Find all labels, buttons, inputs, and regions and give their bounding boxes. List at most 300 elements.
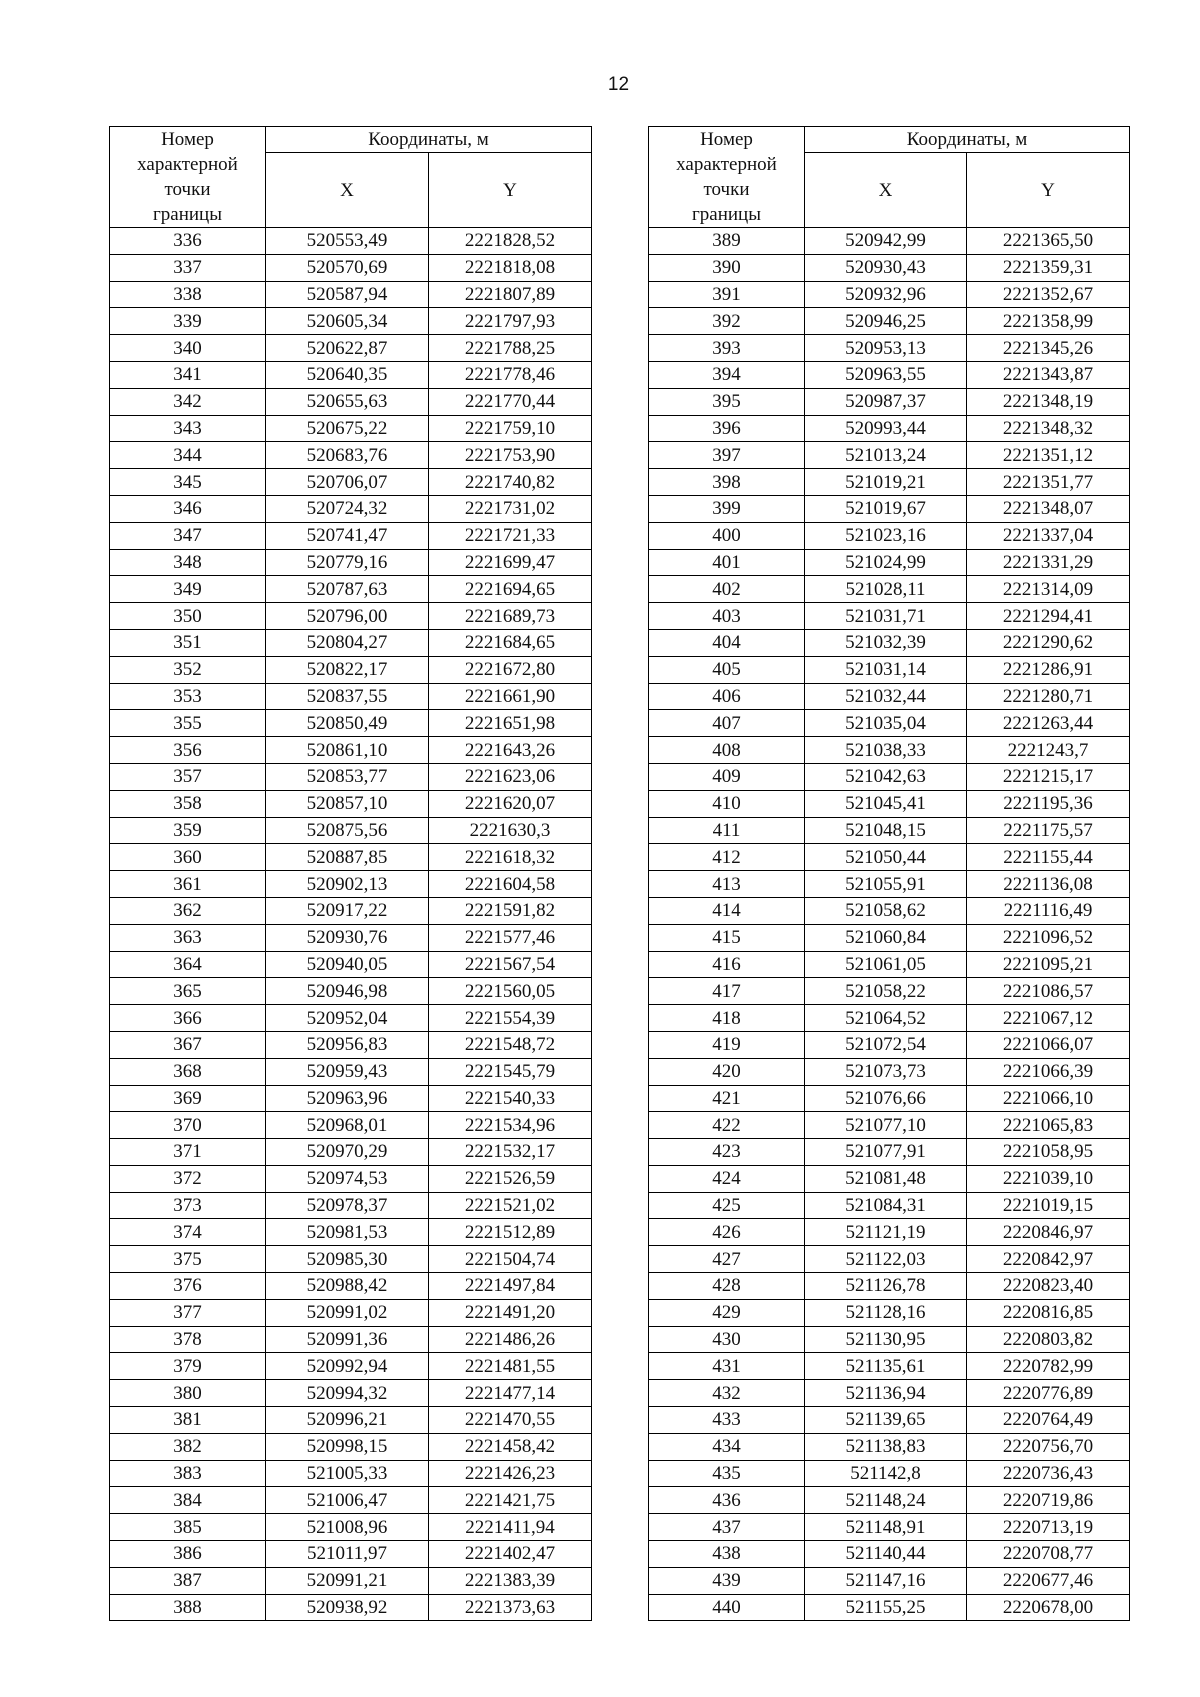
y-coordinate-cell: 2221348,32: [967, 415, 1130, 442]
table-row: [110, 1246, 592, 1273]
table-row: [649, 790, 1130, 817]
y-coordinate-cell: 2220708,77: [967, 1541, 1130, 1568]
x-coordinate-cell: 521130,95: [805, 1326, 967, 1353]
point-number-cell: 436: [649, 1487, 805, 1514]
x-coordinate-cell: 520963,55: [805, 361, 967, 388]
point-number-cell: 392: [649, 308, 805, 335]
y-coordinate-cell: 2221095,21: [967, 951, 1130, 978]
table-row: [649, 629, 1130, 656]
x-coordinate-cell: 521077,10: [805, 1112, 967, 1139]
point-number-cell: 351: [110, 629, 266, 656]
point-number-cell: 342: [110, 388, 266, 415]
point-number-cell: 395: [649, 388, 805, 415]
x-coordinate-cell: 521006,47: [266, 1487, 429, 1514]
y-coordinate-cell: 2221560,05: [429, 978, 592, 1005]
point-number-cell: 416: [649, 951, 805, 978]
table-row: [110, 1299, 592, 1326]
point-number-cell: 431: [649, 1353, 805, 1380]
point-number-cell: 338: [110, 281, 266, 308]
point-number-cell: 378: [110, 1326, 266, 1353]
point-number-cell: 407: [649, 710, 805, 737]
point-number-cell: 380: [110, 1380, 266, 1407]
table-row: [110, 1487, 592, 1514]
x-coordinate-cell: 520994,32: [266, 1380, 429, 1407]
x-coordinate-cell: 521126,78: [805, 1273, 967, 1300]
table-row: [110, 603, 592, 630]
point-number-header: [649, 127, 805, 228]
table-row: [110, 254, 592, 281]
y-coordinate-cell: 2221458,42: [429, 1433, 592, 1460]
point-number-cell: 366: [110, 1005, 266, 1032]
point-number-cell: 381: [110, 1407, 266, 1434]
table-row: [110, 1326, 592, 1353]
x-coordinate-cell: 520804,27: [266, 629, 429, 656]
point-number-cell: 402: [649, 576, 805, 603]
table-row: [649, 1139, 1130, 1166]
point-number-cell: 437: [649, 1514, 805, 1541]
table-row: [110, 871, 592, 898]
y-coordinate-cell: 2221351,12: [967, 442, 1130, 469]
point-number-cell: 348: [110, 549, 266, 576]
x-coordinate-cell: 521019,21: [805, 469, 967, 496]
table-row: [649, 1219, 1130, 1246]
y-coordinate-cell: 2221351,77: [967, 469, 1130, 496]
x-coordinate-cell: 520655,63: [266, 388, 429, 415]
x-coordinate-cell: 520787,63: [266, 576, 429, 603]
y-coordinate-cell: 2221577,46: [429, 924, 592, 951]
x-coordinate-cell: 520887,85: [266, 844, 429, 871]
table-row: [649, 1326, 1130, 1353]
x-coordinate-cell: 521005,33: [266, 1460, 429, 1487]
point-number-cell: 412: [649, 844, 805, 871]
y-coordinate-cell: 2221526,59: [429, 1165, 592, 1192]
x-coordinate-cell: 520553,49: [266, 228, 429, 255]
y-coordinate-cell: 2220719,86: [967, 1487, 1130, 1514]
point-number-cell: 400: [649, 522, 805, 549]
y-coordinate-cell: 2221554,39: [429, 1005, 592, 1032]
point-number-cell: 364: [110, 951, 266, 978]
table-row: [649, 1031, 1130, 1058]
table-row: [110, 710, 592, 737]
x-coordinate-cell: 520822,17: [266, 656, 429, 683]
y-coordinate-cell: 2221039,10: [967, 1165, 1130, 1192]
point-number-cell: 418: [649, 1005, 805, 1032]
y-coordinate-cell: 2221402,47: [429, 1541, 592, 1568]
x-coordinate-cell: 521121,19: [805, 1219, 967, 1246]
point-number-cell: 379: [110, 1353, 266, 1380]
point-number-cell: 422: [649, 1112, 805, 1139]
table-row: [649, 1192, 1130, 1219]
x-coordinate-cell: 520946,25: [805, 308, 967, 335]
x-coordinate-cell: 520996,21: [266, 1407, 429, 1434]
point-number-cell: 438: [649, 1541, 805, 1568]
table-row: [649, 469, 1130, 496]
table-row: [110, 549, 592, 576]
x-coordinate-cell: 520741,47: [266, 522, 429, 549]
table-row: [110, 978, 592, 1005]
y-coordinate-cell: 2221486,26: [429, 1326, 592, 1353]
point-number-cell: 365: [110, 978, 266, 1005]
table-row: [649, 737, 1130, 764]
table-row: [649, 495, 1130, 522]
point-number-cell: 370: [110, 1112, 266, 1139]
table-row: [649, 683, 1130, 710]
y-coordinate-cell: 2221373,63: [429, 1594, 592, 1621]
y-coordinate-cell: 2220846,97: [967, 1219, 1130, 1246]
point-number-cell: 344: [110, 442, 266, 469]
table-row: [110, 1058, 592, 1085]
x-coordinate-cell: 521081,48: [805, 1165, 967, 1192]
y-coordinate-cell: 2221337,04: [967, 522, 1130, 549]
table-row: [110, 522, 592, 549]
y-coordinate-cell: 2221672,80: [429, 656, 592, 683]
x-coordinate-cell: 521147,16: [805, 1567, 967, 1594]
point-number-cell: 389: [649, 228, 805, 255]
x-coordinate-cell: 520930,76: [266, 924, 429, 951]
point-number-cell: 345: [110, 469, 266, 496]
point-number-cell: 417: [649, 978, 805, 1005]
table-row: [110, 924, 592, 951]
point-label-line: Номер: [161, 129, 214, 150]
point-label-line: Номер: [700, 129, 753, 150]
table-row: [649, 1005, 1130, 1032]
x-coordinate-cell: 521140,44: [805, 1541, 967, 1568]
x-coordinate-cell: 520796,00: [266, 603, 429, 630]
table-row: [649, 1567, 1130, 1594]
x-coordinate-cell: 521008,96: [266, 1514, 429, 1541]
x-coordinate-cell: 521060,84: [805, 924, 967, 951]
y-coordinate-cell: 2221623,06: [429, 763, 592, 790]
x-coordinate-cell: 520622,87: [266, 335, 429, 362]
point-number-cell: 373: [110, 1192, 266, 1219]
table-row: [649, 656, 1130, 683]
y-coordinate-cell: 2220678,00: [967, 1594, 1130, 1621]
y-coordinate-cell: 2221491,20: [429, 1299, 592, 1326]
point-number-cell: 375: [110, 1246, 266, 1273]
y-coordinate-cell: 2221540,33: [429, 1085, 592, 1112]
y-coordinate-cell: 2221618,32: [429, 844, 592, 871]
x-coordinate-cell: 520930,43: [805, 254, 967, 281]
x-coordinate-cell: 521076,66: [805, 1085, 967, 1112]
y-coordinate-cell: 2221066,10: [967, 1085, 1130, 1112]
x-coordinate-cell: 520940,05: [266, 951, 429, 978]
y-coordinate-cell: 2220713,19: [967, 1514, 1130, 1541]
point-number-cell: 369: [110, 1085, 266, 1112]
x-coordinate-cell: 520981,53: [266, 1219, 429, 1246]
point-number-cell: 427: [649, 1246, 805, 1273]
y-coordinate-cell: 2220776,89: [967, 1380, 1130, 1407]
x-column-header: X: [805, 153, 967, 228]
table-row: [110, 228, 592, 255]
table-row: [110, 361, 592, 388]
table-row: [110, 790, 592, 817]
point-number-cell: 432: [649, 1380, 805, 1407]
y-coordinate-cell: 2221818,08: [429, 254, 592, 281]
x-coordinate-cell: 520857,10: [266, 790, 429, 817]
page-number: 12: [607, 74, 630, 95]
y-coordinate-cell: 2221731,02: [429, 495, 592, 522]
table-row: [110, 1594, 592, 1621]
y-coordinate-cell: 2221086,57: [967, 978, 1130, 1005]
x-coordinate-cell: 520991,36: [266, 1326, 429, 1353]
x-coordinate-cell: 520932,96: [805, 281, 967, 308]
point-number-cell: 426: [649, 1219, 805, 1246]
x-coordinate-cell: 521142,8: [805, 1460, 967, 1487]
x-coordinate-cell: 520978,37: [266, 1192, 429, 1219]
point-number-cell: 386: [110, 1541, 266, 1568]
table-row: [110, 951, 592, 978]
table-body: [649, 228, 1130, 1621]
x-coordinate-cell: 520902,13: [266, 871, 429, 898]
table-row: [649, 871, 1130, 898]
x-coordinate-cell: 520953,13: [805, 335, 967, 362]
table-row: [649, 335, 1130, 362]
point-number-cell: 356: [110, 737, 266, 764]
y-coordinate-cell: 2221280,71: [967, 683, 1130, 710]
y-coordinate-cell: 2220736,43: [967, 1460, 1130, 1487]
x-coordinate-cell: 520875,56: [266, 817, 429, 844]
point-number-cell: 397: [649, 442, 805, 469]
point-number-cell: 363: [110, 924, 266, 951]
point-number-cell: 377: [110, 1299, 266, 1326]
point-number-cell: 346: [110, 495, 266, 522]
y-coordinate-cell: 2221721,33: [429, 522, 592, 549]
point-number-cell: 372: [110, 1165, 266, 1192]
x-coordinate-cell: 521072,54: [805, 1031, 967, 1058]
x-coordinate-cell: 521058,62: [805, 897, 967, 924]
x-coordinate-cell: 521138,83: [805, 1433, 967, 1460]
x-coordinate-cell: 520956,83: [266, 1031, 429, 1058]
table-row: [649, 1433, 1130, 1460]
y-coordinate-cell: 2221065,83: [967, 1112, 1130, 1139]
point-number-cell: 425: [649, 1192, 805, 1219]
y-coordinate-cell: 2221532,17: [429, 1139, 592, 1166]
y-coordinate-cell: 2221788,25: [429, 335, 592, 362]
point-number-cell: 336: [110, 228, 266, 255]
table-row: [110, 576, 592, 603]
x-coordinate-cell: 521122,03: [805, 1246, 967, 1273]
table-row: [110, 656, 592, 683]
x-coordinate-cell: 521028,11: [805, 576, 967, 603]
y-coordinate-cell: 2221684,65: [429, 629, 592, 656]
point-number-cell: 362: [110, 897, 266, 924]
y-coordinate-cell: 2221066,07: [967, 1031, 1130, 1058]
x-coordinate-cell: 521148,24: [805, 1487, 967, 1514]
table-row: [110, 1407, 592, 1434]
x-coordinate-cell: 521045,41: [805, 790, 967, 817]
y-coordinate-cell: 2221643,26: [429, 737, 592, 764]
table-row: [110, 1219, 592, 1246]
x-coordinate-cell: 520861,10: [266, 737, 429, 764]
table-row: [649, 1514, 1130, 1541]
y-coordinate-cell: 2221019,15: [967, 1192, 1130, 1219]
table-row: [649, 1380, 1130, 1407]
point-number-cell: 404: [649, 629, 805, 656]
x-coordinate-cell: 520991,21: [266, 1567, 429, 1594]
y-coordinate-cell: 2220842,97: [967, 1246, 1130, 1273]
y-coordinate-cell: 2221740,82: [429, 469, 592, 496]
point-number-cell: 409: [649, 763, 805, 790]
x-coordinate-cell: 521148,91: [805, 1514, 967, 1541]
point-label-line: границы: [153, 204, 222, 225]
y-coordinate-cell: 2221314,09: [967, 576, 1130, 603]
table-row: [649, 388, 1130, 415]
table-row: [110, 1165, 592, 1192]
y-coordinate-cell: 2221155,44: [967, 844, 1130, 871]
point-number-cell: 440: [649, 1594, 805, 1621]
table-row: [649, 254, 1130, 281]
y-coordinate-cell: 2220756,70: [967, 1433, 1130, 1460]
y-coordinate-cell: 2221426,23: [429, 1460, 592, 1487]
table-row: [110, 1139, 592, 1166]
table-row: [649, 1353, 1130, 1380]
table-row: [649, 1273, 1130, 1300]
y-coordinate-cell: 2220816,85: [967, 1299, 1130, 1326]
point-number-cell: 340: [110, 335, 266, 362]
table-row: [649, 1407, 1130, 1434]
table-row: [110, 308, 592, 335]
point-number-cell: 430: [649, 1326, 805, 1353]
table-row: [649, 1112, 1130, 1139]
x-coordinate-cell: 520917,22: [266, 897, 429, 924]
table-row: [649, 763, 1130, 790]
point-number-cell: 368: [110, 1058, 266, 1085]
y-coordinate-cell: 2221067,12: [967, 1005, 1130, 1032]
x-coordinate-cell: 520938,92: [266, 1594, 429, 1621]
point-number-cell: 434: [649, 1433, 805, 1460]
table-row: [649, 1487, 1130, 1514]
point-number-cell: 361: [110, 871, 266, 898]
point-number-cell: 391: [649, 281, 805, 308]
table-row: [110, 1085, 592, 1112]
table-row: [649, 1299, 1130, 1326]
y-coordinate-cell: 2221470,55: [429, 1407, 592, 1434]
point-number-cell: 428: [649, 1273, 805, 1300]
x-coordinate-cell: 520724,32: [266, 495, 429, 522]
x-coordinate-cell: 520946,98: [266, 978, 429, 1005]
table-row: [649, 1460, 1130, 1487]
x-coordinate-cell: 520675,22: [266, 415, 429, 442]
y-coordinate-cell: 2221290,62: [967, 629, 1130, 656]
table-row: [649, 361, 1130, 388]
x-coordinate-cell: 521058,22: [805, 978, 967, 1005]
y-coordinate-cell: 2221096,52: [967, 924, 1130, 951]
point-number-cell: 413: [649, 871, 805, 898]
table-header-row: [649, 127, 1130, 153]
point-number-cell: 401: [649, 549, 805, 576]
x-coordinate-cell: 521048,15: [805, 817, 967, 844]
point-number-cell: 393: [649, 335, 805, 362]
y-coordinate-cell: 2221694,65: [429, 576, 592, 603]
point-number-cell: 353: [110, 683, 266, 710]
y-column-header: Y: [429, 153, 592, 228]
table-row: [110, 388, 592, 415]
x-coordinate-cell: 520985,30: [266, 1246, 429, 1273]
table-row: [649, 951, 1130, 978]
y-coordinate-cell: 2221175,57: [967, 817, 1130, 844]
table-row: [649, 1594, 1130, 1621]
x-coordinate-cell: 520605,34: [266, 308, 429, 335]
x-coordinate-cell: 521136,94: [805, 1380, 967, 1407]
table-row: [110, 1514, 592, 1541]
point-label-line: точки: [703, 179, 750, 200]
x-coordinate-cell: 521019,67: [805, 495, 967, 522]
table-row: [110, 442, 592, 469]
y-coordinate-cell: 2221136,08: [967, 871, 1130, 898]
x-coordinate-cell: 521035,04: [805, 710, 967, 737]
table-row: [649, 281, 1130, 308]
point-number-cell: 388: [110, 1594, 266, 1621]
y-coordinate-cell: 2220803,82: [967, 1326, 1130, 1353]
y-coordinate-cell: 2221477,14: [429, 1380, 592, 1407]
table-row: [649, 576, 1130, 603]
point-number-cell: 405: [649, 656, 805, 683]
point-number-cell: 408: [649, 737, 805, 764]
x-coordinate-cell: 521084,31: [805, 1192, 967, 1219]
point-number-cell: 410: [649, 790, 805, 817]
y-coordinate-cell: 2221243,7: [967, 737, 1130, 764]
point-number-cell: 367: [110, 1031, 266, 1058]
table-body: [110, 228, 592, 1621]
table-row: [649, 1541, 1130, 1568]
x-coordinate-cell: 520959,43: [266, 1058, 429, 1085]
table-row: [110, 1273, 592, 1300]
point-number-cell: 339: [110, 308, 266, 335]
point-number-cell: 358: [110, 790, 266, 817]
y-coordinate-cell: 2221630,3: [429, 817, 592, 844]
x-coordinate-cell: 520640,35: [266, 361, 429, 388]
point-number-cell: 343: [110, 415, 266, 442]
x-coordinate-cell: 521031,71: [805, 603, 967, 630]
y-coordinate-cell: 2220677,46: [967, 1567, 1130, 1594]
table-row: [110, 469, 592, 496]
x-coordinate-cell: 520968,01: [266, 1112, 429, 1139]
x-coordinate-cell: 521064,52: [805, 1005, 967, 1032]
table-row: [110, 897, 592, 924]
table-row: [110, 629, 592, 656]
x-coordinate-cell: 521128,16: [805, 1299, 967, 1326]
table-row: [110, 844, 592, 871]
point-number-cell: 350: [110, 603, 266, 630]
table-row: [649, 549, 1130, 576]
table-row: [649, 1246, 1130, 1273]
table-row: [110, 1541, 592, 1568]
y-coordinate-cell: 2221352,67: [967, 281, 1130, 308]
x-coordinate-cell: 521038,33: [805, 737, 967, 764]
x-coordinate-cell: 521077,91: [805, 1139, 967, 1166]
point-number-cell: 374: [110, 1219, 266, 1246]
table-header-row: [110, 127, 592, 153]
point-label-line: характерной: [676, 154, 777, 175]
point-number-cell: 399: [649, 495, 805, 522]
y-coordinate-cell: 2221689,73: [429, 603, 592, 630]
point-number-cell: 423: [649, 1139, 805, 1166]
table-row: [110, 1460, 592, 1487]
point-number-cell: 382: [110, 1433, 266, 1460]
x-coordinate-cell: 520952,04: [266, 1005, 429, 1032]
x-coordinate-cell: 520970,29: [266, 1139, 429, 1166]
point-label-line: характерной: [137, 154, 238, 175]
x-coordinate-cell: 520706,07: [266, 469, 429, 496]
y-coordinate-cell: 2220823,40: [967, 1273, 1130, 1300]
y-coordinate-cell: 2221504,74: [429, 1246, 592, 1273]
table-row: [110, 1433, 592, 1460]
point-number-cell: 371: [110, 1139, 266, 1166]
y-coordinate-cell: 2221345,26: [967, 335, 1130, 362]
table-row: [649, 603, 1130, 630]
point-number-cell: 439: [649, 1567, 805, 1594]
table-row: [110, 1380, 592, 1407]
